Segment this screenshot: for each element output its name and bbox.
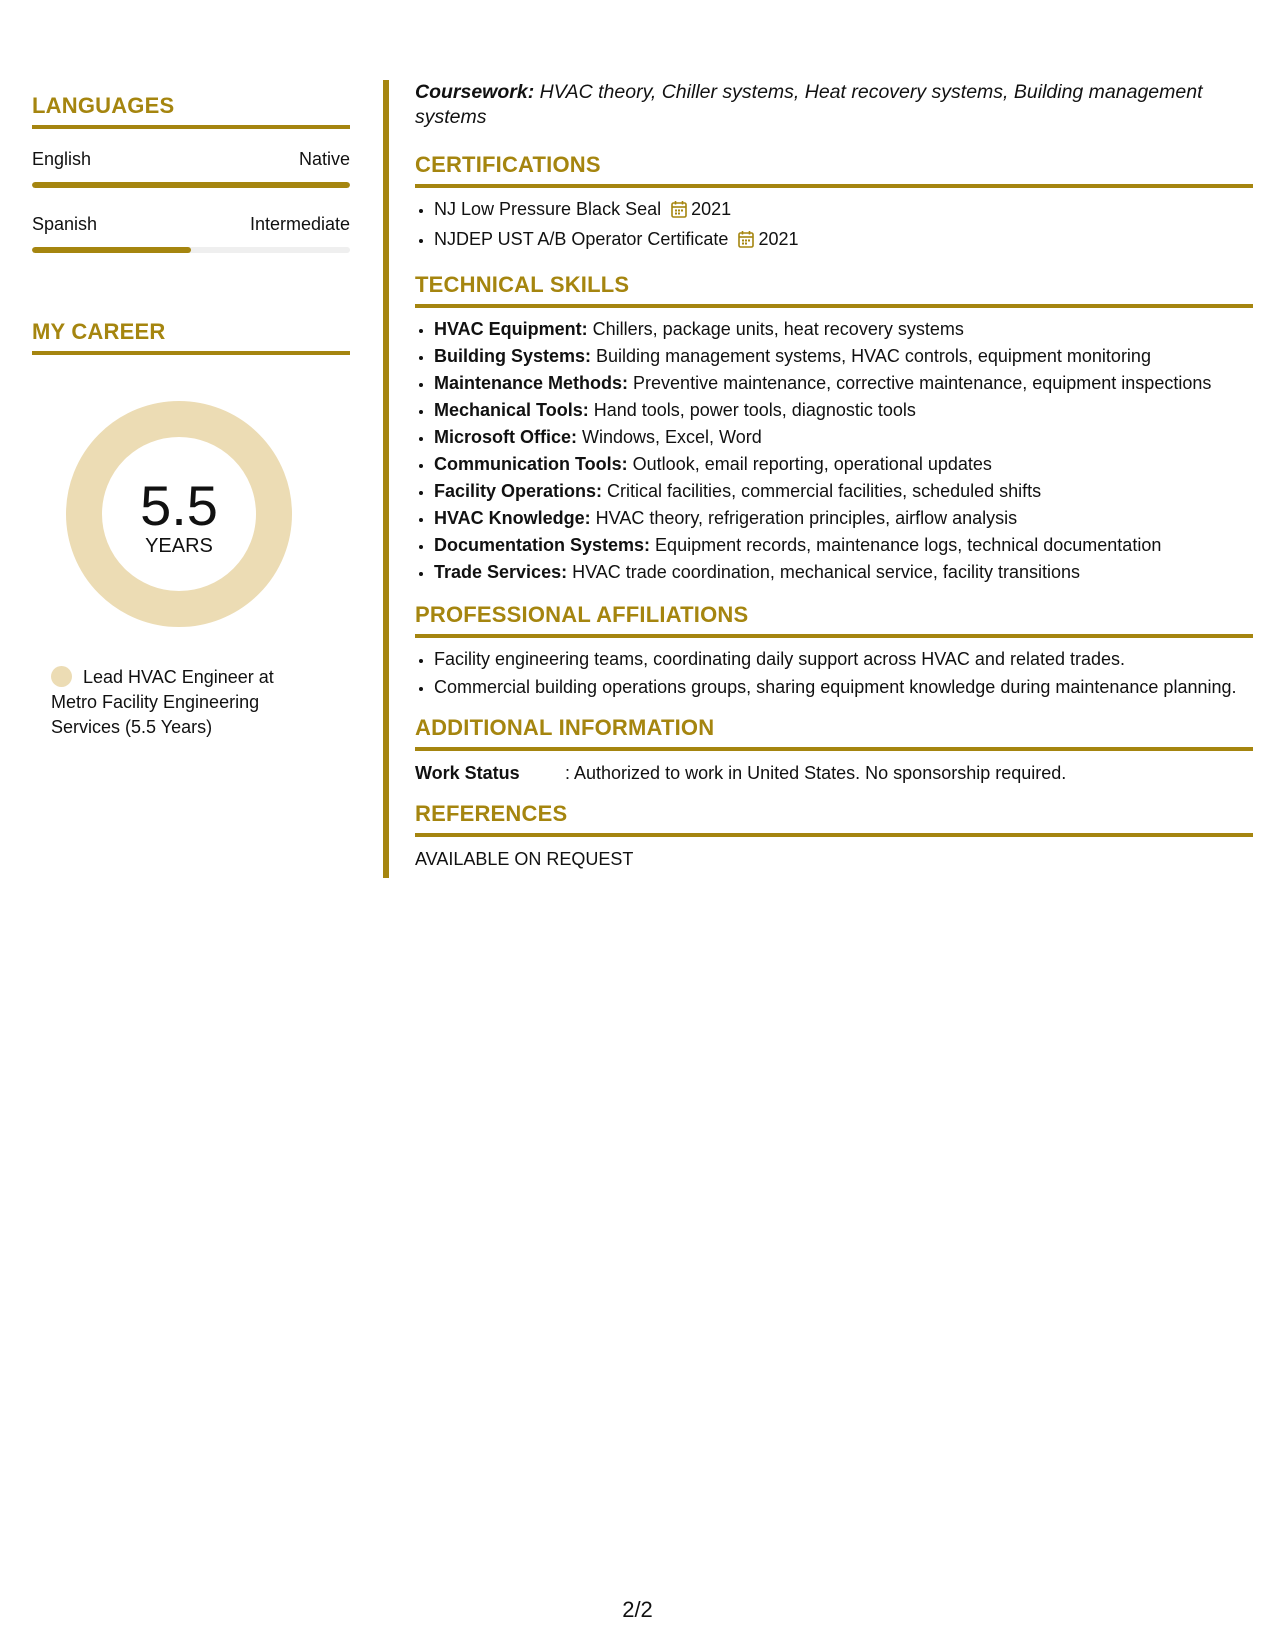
- skill-text: Outlook, email reporting, operational updates: [627, 454, 992, 474]
- skill-label: HVAC Knowledge:: [434, 508, 591, 528]
- references-text: AVAILABLE ON REQUEST: [415, 849, 634, 869]
- coursework-label: Coursework:: [415, 81, 535, 103]
- work-status-value: : Authorized to work in United States. No sponsorship required.: [565, 763, 1067, 783]
- affiliation-item: • Facility engineering teams, coordinating daily support across HVAC and related trades.: [434, 646, 1253, 673]
- language-level: Native: [298, 149, 350, 169]
- affiliations-section: [415, 602, 1253, 699]
- affiliation-item: • Commercial building operations groups, sharing equipment knowledge during maintenance planning.: [434, 675, 1253, 699]
- skill-label: Mechanical Tools:: [434, 400, 589, 420]
- skill-label: Maintenance Methods:: [434, 373, 629, 393]
- main-content: [415, 80, 1253, 871]
- section-rule: [32, 125, 350, 129]
- certification-year: 2021: [758, 229, 799, 249]
- skill-label: HVAC Equipment:: [434, 319, 588, 339]
- work-status-row: [415, 761, 1253, 785]
- language-proficiency-fill: [32, 182, 350, 188]
- career-years-label: YEARS: [145, 535, 213, 557]
- section-rule: [415, 747, 1253, 751]
- skill-text: Chillers, package units, heat recovery systems: [587, 319, 964, 339]
- skill-text: Hand tools, power tools, diagnostic tools: [588, 400, 916, 420]
- career-role-item: [51, 665, 291, 740]
- references-title: REFERENCES: [415, 801, 568, 826]
- language-proficiency-bar: [32, 247, 350, 253]
- career-legend-dot: [51, 666, 72, 687]
- certification-item: [434, 196, 1253, 226]
- affiliations-list: [415, 646, 1253, 699]
- skill-item: [434, 478, 1253, 505]
- certification-name: NJ Low Pressure Black Seal: [434, 199, 662, 219]
- calendar-icon: [738, 229, 754, 256]
- languages-section: [32, 93, 350, 253]
- skill-text: Critical facilities, commercial facilities, scheduled shifts: [602, 481, 1042, 501]
- certifications-title: CERTIFICATIONS: [415, 152, 601, 177]
- skill-text: HVAC theory, refrigeration principles, airflow analysis: [590, 508, 1018, 528]
- skill-item: [434, 451, 1253, 478]
- references-section: [415, 801, 1253, 871]
- career-section: [32, 319, 350, 740]
- skill-text: Windows, Excel, Word: [577, 427, 762, 447]
- language-proficiency-bar: [32, 182, 350, 188]
- certification-item: [434, 226, 1253, 256]
- skill-item: [434, 559, 1253, 586]
- skill-label: Documentation Systems:: [434, 535, 651, 555]
- skill-item: [434, 505, 1253, 532]
- certifications-section: [415, 152, 1253, 256]
- skill-item: [434, 532, 1253, 559]
- work-status-key: Work Status: [415, 763, 520, 783]
- page-number: 2/2: [622, 1597, 653, 1622]
- skill-item: [434, 397, 1253, 424]
- language-name: Spanish: [32, 214, 98, 234]
- certifications-list: [415, 196, 1253, 256]
- additional-info-section: [415, 715, 1253, 785]
- career-title: MY CAREER: [32, 319, 166, 344]
- technical-skills-section: [415, 272, 1253, 586]
- skill-text: Building management systems, HVAC controls, equipment monitoring: [591, 346, 1151, 366]
- language-proficiency-fill: [32, 247, 191, 253]
- section-rule: [32, 351, 350, 355]
- technical-skills-list: [415, 316, 1253, 586]
- skill-label: Facility Operations:: [434, 481, 603, 501]
- career-years-donut: [66, 401, 292, 627]
- coursework: [415, 80, 1253, 130]
- language-item: [32, 214, 350, 253]
- language-item: [32, 149, 350, 188]
- coursework-text: HVAC theory, Chiller systems, Heat recovery systems, Building management systems: [415, 81, 1203, 128]
- affiliations-title: PROFESSIONAL AFFILIATIONS: [415, 602, 749, 627]
- language-name: English: [32, 149, 92, 169]
- skill-text: Equipment records, maintenance logs, technical documentation: [650, 535, 1162, 555]
- skill-item: [434, 316, 1253, 343]
- skill-text: Preventive maintenance, corrective maintenance, equipment inspections: [628, 373, 1212, 393]
- career-role-text: Lead HVAC Engineer at Metro Facility Engineering Services (5.5 Years): [51, 667, 274, 737]
- section-rule: [415, 304, 1253, 308]
- certification-year: 2021: [691, 199, 732, 219]
- additional-info-title: ADDITIONAL INFORMATION: [415, 715, 715, 740]
- column-divider: [383, 80, 389, 878]
- section-rule: [415, 184, 1253, 188]
- skill-text: HVAC trade coordination, mechanical service, facility transitions: [567, 562, 1080, 582]
- language-level: Intermediate: [249, 214, 350, 234]
- calendar-icon: [671, 199, 687, 226]
- skill-label: Microsoft Office:: [434, 427, 578, 447]
- skill-label: Communication Tools:: [434, 454, 628, 474]
- sidebar: [32, 80, 350, 740]
- section-rule: [415, 833, 1253, 837]
- skill-label: Building Systems:: [434, 346, 592, 366]
- skill-item: [434, 424, 1253, 451]
- skill-label: Trade Services:: [434, 562, 568, 582]
- section-rule: [415, 634, 1253, 638]
- technical-skills-title: TECHNICAL SKILLS: [415, 272, 630, 297]
- certification-name: NJDEP UST A/B Operator Certificate: [434, 229, 729, 249]
- languages-title: LANGUAGES: [32, 93, 175, 118]
- skill-item: [434, 343, 1253, 370]
- skill-item: [434, 370, 1253, 397]
- career-years-value: 5.5: [140, 474, 218, 537]
